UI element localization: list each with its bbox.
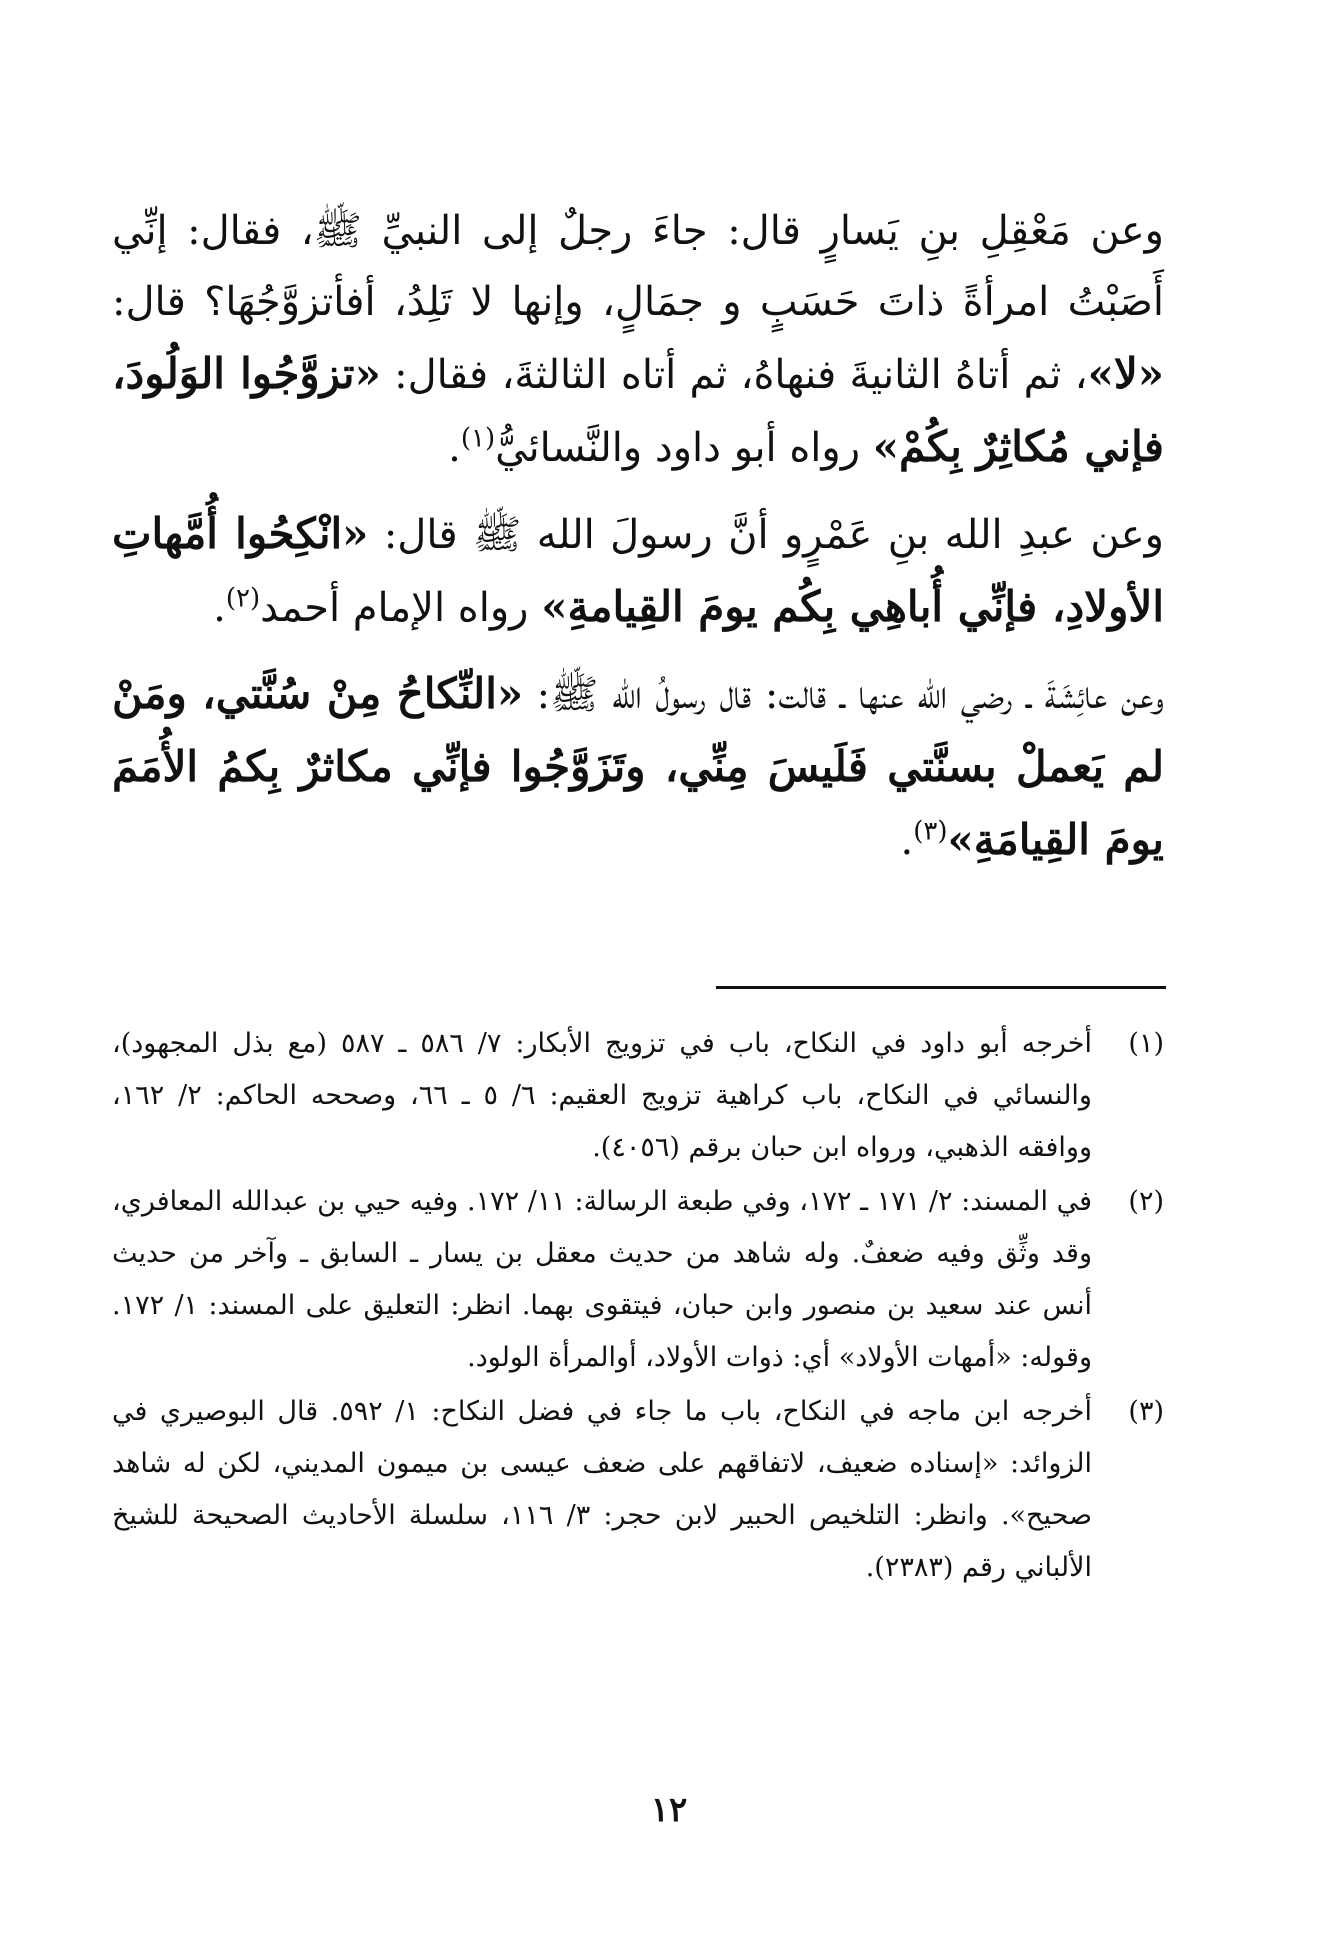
hadith-2-end: . (213, 585, 226, 631)
hadith-1-end: . (448, 425, 461, 471)
footnote-text: في المسند: ٢/ ١٧١ ـ ١٧٢، وفي طبعة الرسالة: ١١/ ١٧٢. وفيه حيي بن عبدالله المعافري، وقد وثِّق وفيه ضعفٌ. وله شاهد من حديث معقل بن يسار ـ السابق ـ وآخر من حديث أنس عند سعيد بن منصور وابن حبان، فيتقوى بهما. انظر: التعليق على المسند: ١/ ١٧٢. وقوله: «أمهات الأولاد» أي: ذوات الأولاد، أوالمرأة الولود. (112, 1186, 1093, 1373)
footnotes (112, 1018, 1164, 1596)
footnote-text: أخرجه أبو داود في النكاح، باب في تزويج الأبكار: ٧/ ٥٨٦ ـ ٥٨٧ (مع بذل المجهود)، والنسائي في النكاح، باب كراهية تزويج العقيم: ٦/ ٥ ـ ٦٦، وصححه الحاكم: ٢/ ١٦٢، ووافقه الذهبي، ورواه ابن حبان برقم (٤٠٥٦). (112, 1028, 1093, 1163)
hadith-1-intro: وعن مَعْقِلِ بنِ يَسارٍ قال: جاءَ رجلٌ إلى النبيِّ ﷺ، فقال: إنِّي أَصَبْتُ امرأةً ذاتَ حَسَبٍ و جمَالٍ، وإنها لا تَلِدُ، أفأتزوَّجُهَا؟ قال: (112, 208, 1164, 325)
hadith-paragraph-3 (112, 658, 1164, 877)
hadith-2-intro: وعن عبدِ الله بنِ عَمْرٍو أنَّ رسولَ الله ﷺ قال: (368, 512, 1164, 558)
hadith-paragraph-2 (112, 498, 1164, 644)
footnote-number: (٢) (1128, 1186, 1164, 1217)
footnote-1 (112, 1018, 1164, 1174)
footnote-divider (716, 986, 1166, 989)
footnote-reference-2: (٢) (225, 583, 261, 614)
hadith-3-quote: «النِّكاحُ مِنْ سُنَّتي، ومَنْ لم يَعملْ بسنَّتي فَلَيسَ مِنِّي، وتَزَوَّجُوا فإنِّي مكاثرٌ بِكمُ الأُمَمَ يومَ القِيامَةِ» (112, 669, 1164, 864)
hadith-paragraph-1 (112, 196, 1164, 484)
footnote-number: (٣) (1128, 1396, 1164, 1427)
page-number: ١٢ (650, 1790, 688, 1830)
footnote-2 (112, 1176, 1164, 1384)
footnote-3 (112, 1386, 1164, 1594)
hadith-1-quote-1: «لا» (1087, 349, 1165, 398)
hadith-3-end: . (900, 818, 914, 864)
footnote-reference-3: (٣) (913, 816, 948, 847)
hadith-1-quote-2: «تزوَّجُوا الوَلُودَ، فإني مُكاثِرٌ بِكُمْ» (112, 349, 1164, 471)
hadith-2-quote: «انْكِحُوا أُمَّهاتِ الأولادِ، فإنِّي أُباهِي بِكُم يومَ القِيامةِ» (112, 509, 1164, 631)
footnote-number: (١) (1128, 1028, 1164, 1059)
footnote-text: أخرجه ابن ماجه في النكاح، باب ما جاء في فضل النكاح: ١/ ٥٩٢. قال البوصيري في الزوائد: «إسناده ضعيف، لاتفاقهم على ضعف عيسى بن ميمون المديني، لكن له شاهد صحيح». وانظر: التلخيص الحبير لابن حجر: ٣/ ١١٦، سلسلة الأحاديث الصحيحة للشيخ الألباني رقم (٢٣٨٣). (112, 1396, 1093, 1583)
main-text (112, 196, 1164, 891)
hadith-3-intro: وعن عائِشَةَ ـ رضي الله عنها ـ قالت: قال رسولُ الله ﷺ: (523, 672, 1165, 718)
hadith-1-outro: رواه أبو داود والنَّسائيُّ (495, 425, 873, 471)
footnote-reference-1: (١) (460, 423, 496, 454)
hadith-1-middle: ، ثم أتاهُ الثانيةَ فنهاهُ، ثم أتاه الثالثةَ، فقال: (380, 352, 1088, 398)
hadith-2-outro: رواه الإمام أحمد (260, 585, 542, 631)
